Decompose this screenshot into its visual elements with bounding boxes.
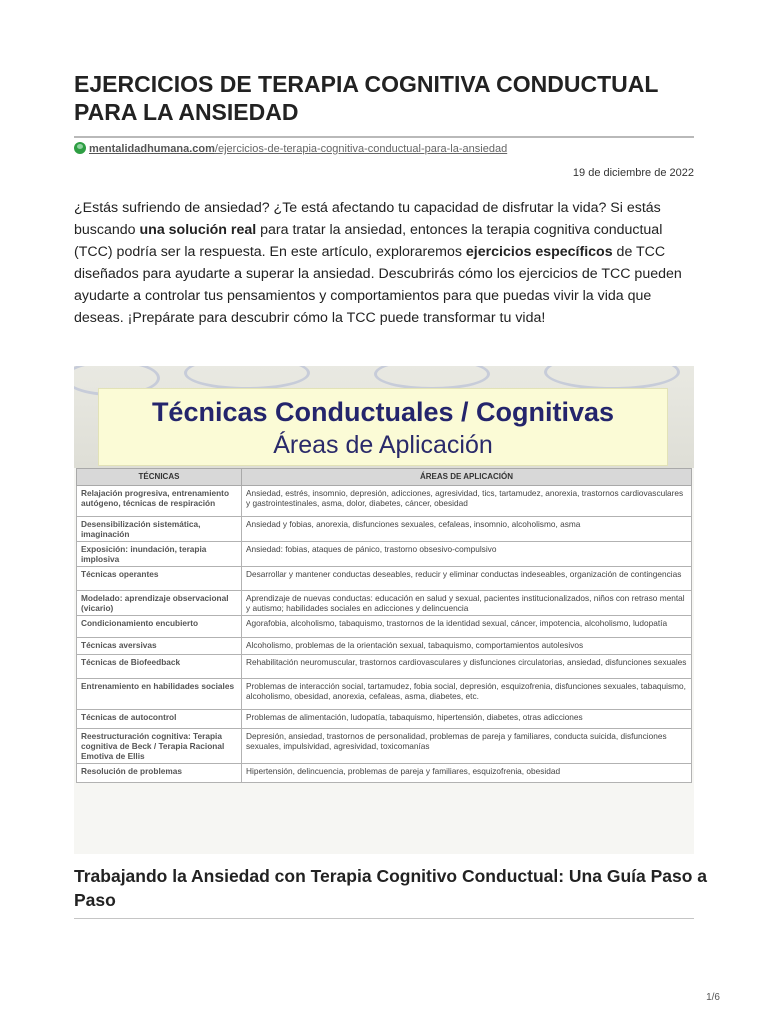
techniques-figure [74, 366, 694, 854]
table-row [77, 591, 692, 616]
table-row [77, 655, 692, 679]
decor-swirl [374, 366, 490, 390]
areas-cell: Desarrollar y mantener conductas deseables, reducir y eliminar conductas indeseables, organización de contingencias [242, 567, 692, 591]
technique-cell: Exposición: inundación, terapia implosiva [77, 542, 242, 567]
table-row [77, 486, 692, 517]
decor-swirl [544, 366, 680, 390]
table-row [77, 710, 692, 729]
areas-cell: Ansiedad, estrés, insomnio, depresión, adicciones, agresividad, tics, tartamudez, anorexia, trastornos cardiovasculares y gastrointestinales, asma, dolor, diabetes, cáncer, obesidad [242, 486, 692, 517]
table-row [77, 764, 692, 783]
header-tecnicas: TÉCNICAS [77, 469, 242, 486]
source-domain-link[interactable]: mentalidadhumana.com [89, 143, 215, 155]
areas-cell: Agorafobia, alcoholismo, tabaquismo, trastornos de la identidad sexual, cáncer, impotencia, alcoholismo, ludopatía [242, 616, 692, 638]
techniques-table [76, 468, 692, 783]
areas-cell: Alcoholismo, problemas de la orientación sexual, tabaquismo, comportamientos autolesivos [242, 638, 692, 655]
publish-date: 19 de diciembre de 2022 [572, 167, 694, 179]
intro-text-3: de TCC diseñados para ayudarte a superar la ansiedad. Descubrirás cómo los ejercicios de TCC pueden ayudarte a controlar tus pensamientos y comportamientos para que puedas vivir la vida que deseas. ¡Prepárate para descubrir cómo la TCC puede transformar tu vida! [74, 244, 682, 326]
source-line [74, 142, 507, 155]
technique-cell: Entrenamiento en habilidades sociales [77, 679, 242, 710]
areas-cell: Rehabilitación neuromuscular, trastornos cardiovasculares y disfunciones circulatorias, ansiedad, disfunciones sexuales [242, 655, 692, 679]
table-row [77, 567, 692, 591]
intro-text-1: ¿Estás sufriendo de ansiedad? ¿Te está afectando tu capacidad de disfrutar la vida? Si estás buscando [74, 200, 661, 238]
technique-cell: Técnicas operantes [77, 567, 242, 591]
figure-title: Técnicas Conductuales / Cognitivas [151, 397, 615, 427]
article-title: EJERCICIOS DE TERAPIA COGNITIVA CONDUCTUAL PARA LA ANSIEDAD [74, 71, 658, 125]
table-row [77, 638, 692, 655]
technique-cell: Técnicas de Biofeedback [77, 655, 242, 679]
technique-cell: Relajación progresiva, entrenamiento autógeno, técnicas de respiración [77, 486, 242, 517]
technique-cell: Desensibilización sistemática, imaginación [77, 517, 242, 542]
areas-cell: Problemas de interacción social, tartamudez, fobia social, depresión, esquizofrenia, disfunciones sexuales, tabaquismo, alcoholismo, obesidad, anorexia, cefaleas, asma, diabetes, etc. [242, 679, 692, 710]
section-heading: Trabajando la Ansiedad con Terapia Cognitivo Conductual: Una Guía Paso a Paso [74, 866, 708, 910]
table-body [77, 486, 692, 783]
table-row [77, 517, 692, 542]
table-row [77, 679, 692, 710]
technique-cell: Técnicas de autocontrol [77, 710, 242, 729]
table-header-row [77, 469, 692, 486]
technique-cell: Reestructuración cognitiva: Terapia cognitiva de Beck / Terapia Racional Emotiva de Ellis [77, 729, 242, 764]
globe-icon [74, 142, 86, 154]
intro-paragraph [74, 197, 696, 329]
intro-bold-1: una solución real [139, 222, 257, 238]
page-number: 1/6 [706, 992, 720, 1003]
figure-banner [74, 366, 694, 468]
figure-title-panel [98, 388, 668, 466]
source-path-link[interactable]: /ejercicios-de-terapia-cognitiva-conductual-para-la-ansiedad [214, 143, 508, 155]
table-row [77, 616, 692, 638]
technique-cell: Resolución de problemas [77, 764, 242, 783]
areas-cell: Depresión, ansiedad, trastornos de personalidad, problemas de pareja y familiares, conducta suicida, disfunciones sexuales, impulsividad, agresividad, toxicomanías [242, 729, 692, 764]
areas-cell: Hipertensión, delincuencia, problemas de pareja y familiares, esquizofrenia, obesidad [242, 764, 692, 783]
technique-cell: Modelado: aprendizaje observacional (vicario) [77, 591, 242, 616]
areas-cell: Ansiedad y fobias, anorexia, disfunciones sexuales, cefaleas, insomnio, alcoholismo, asma [242, 517, 692, 542]
title-divider [74, 136, 694, 138]
areas-cell: Aprendizaje de nuevas conductas: educación en salud y sexual, pacientes institucionalizados, niños con retraso mental y autismo; habilidades sociales en adicciones y delincuencia [242, 591, 692, 616]
intro-bold-2: ejercicios específicos [465, 244, 613, 260]
areas-cell: Problemas de alimentación, ludopatía, tabaquismo, hipertensión, diabetes, otras adicciones [242, 710, 692, 729]
decor-swirl [184, 366, 310, 390]
figure-subtitle: Áreas de Aplicación [273, 431, 493, 459]
areas-cell: Ansiedad: fobias, ataques de pánico, trastorno obsesivo-compulsivo [242, 542, 692, 567]
section-divider [74, 918, 694, 919]
table-row [77, 729, 692, 764]
table-row [77, 542, 692, 567]
intro-text-2: para tratar la ansiedad, entonces la terapia cognitiva conductual (TCC) podría ser la respuesta. En este artículo, exploraremos [74, 222, 663, 260]
header-areas: ÁREAS DE APLICACIÓN [242, 469, 692, 486]
technique-cell: Condicionamiento encubierto [77, 616, 242, 638]
technique-cell: Técnicas aversivas [77, 638, 242, 655]
